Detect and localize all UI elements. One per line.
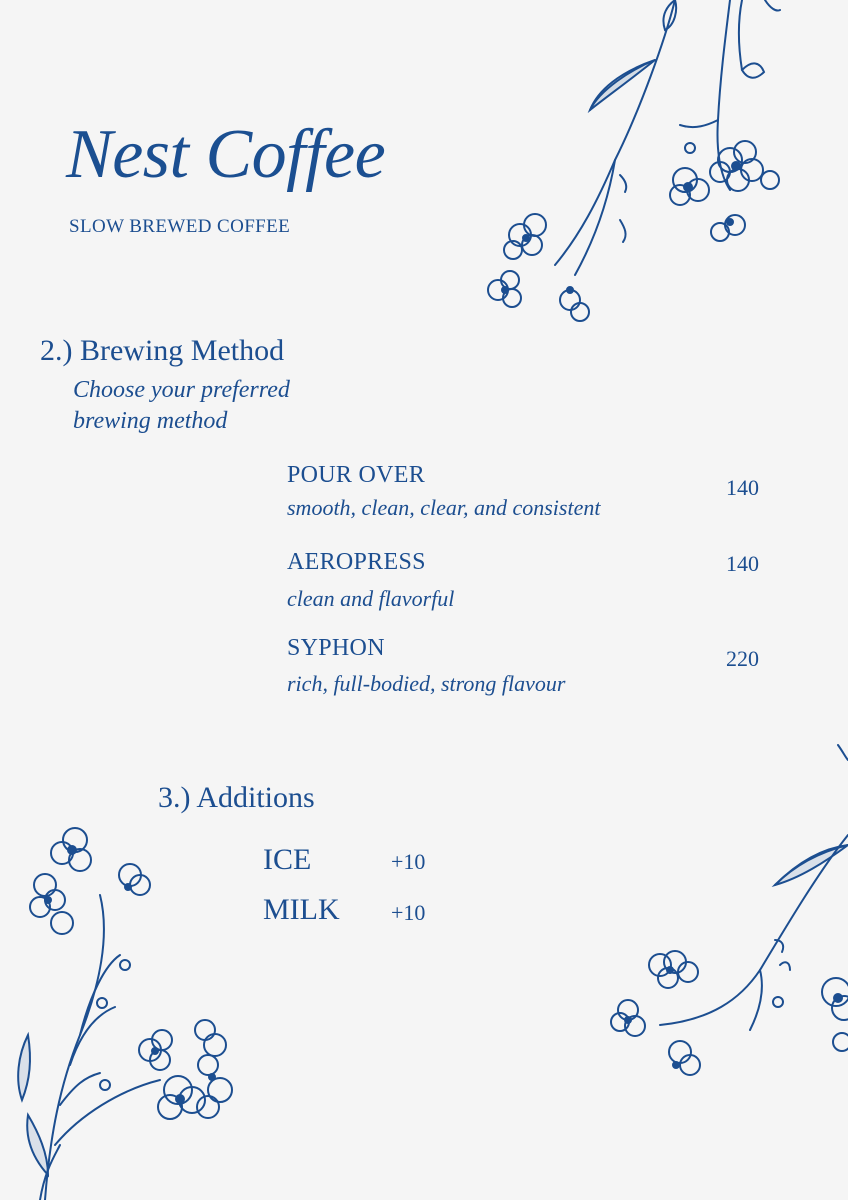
menu-item-price: 140 xyxy=(726,475,759,500)
addition-item-name: MILK xyxy=(263,893,340,926)
addition-item-name: ICE xyxy=(263,843,312,876)
menu-subtitle: SLOW BREWED COFFEE xyxy=(69,216,291,237)
floral-branch-icon xyxy=(480,0,848,330)
brewing-method-description xyxy=(73,375,373,437)
menu-item-description: smooth, clean, clear, and consistent xyxy=(287,495,601,520)
brewing-method-heading: 2.) Brewing Method xyxy=(40,334,285,367)
menu-title: Nest Coffee xyxy=(66,116,386,193)
addition-item-price: +10 xyxy=(391,900,426,925)
menu-item-description: rich, full-bodied, strong flavour xyxy=(287,671,566,696)
menu-item-description: clean and flavorful xyxy=(287,586,455,611)
menu-item-price: 140 xyxy=(726,551,759,576)
floral-branch-icon xyxy=(600,740,848,1080)
floral-branch-icon xyxy=(0,815,260,1200)
menu-item-name: AEROPRESS xyxy=(287,549,426,575)
brewing-description-line-2: brewing method xyxy=(73,408,228,434)
menu-item-name: SYPHON xyxy=(287,635,385,661)
addition-item-price: +10 xyxy=(391,849,426,874)
additions-heading: 3.) Additions xyxy=(158,781,315,814)
menu-item-name: POUR OVER xyxy=(287,462,426,488)
menu-item-price: 220 xyxy=(726,646,759,671)
brewing-description-line-1: Choose your preferred xyxy=(73,377,290,403)
